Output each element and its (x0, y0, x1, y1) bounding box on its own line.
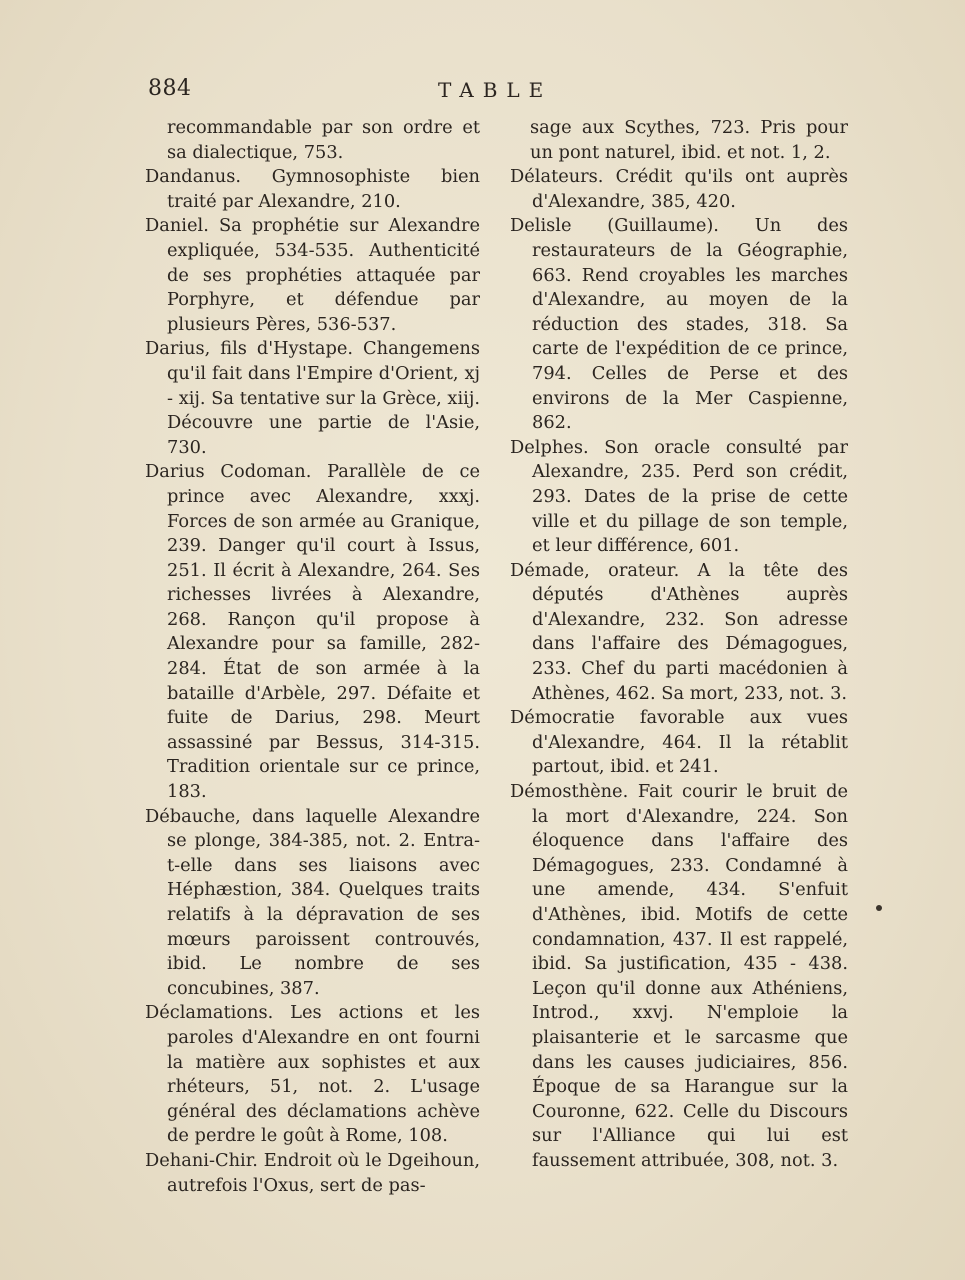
page-header (0, 76, 965, 110)
index-entry: Delisle (Guillaume). Un des restaurateurs de la Géographie, 663. Rend croyables les marches d'Alexandre, au moyen de la réduction des stades, 318. Sa carte de l'expédition de ce prince, 794. Celles de Perse et des environs de la Mer Caspienne, 862. (510, 215, 848, 434)
index-entry: Délateurs. Crédit qu'ils ont auprès d'Alexandre, 385, 420. (510, 166, 848, 212)
index-entry: Delphes. Son oracle consulté par Alexandre, 235. Perd son crédit, 293. Dates de la prise de cette ville et du pillage de son temple, et leur différence, 601. (510, 436, 848, 557)
index-entry: Daniel. Sa prophétie sur Alexandre expliquée, 534-535. Authenticité de ses prophéties attaquée par Porphyre, et défendue par plusieurs Pères, 536-537. (145, 215, 480, 335)
index-entry: Déclamations. Les actions et les paroles d'Alexandre en ont fourni la matière aux sophistes et aux rhéteurs, 51, not. 2. L'usage général des déclamations achève de perdre le goût à Rome, 108. (145, 1002, 480, 1147)
index-entry: Darius, fils d'Hystape. Changemens qu'il fait dans l'Empire d'Orient, xj - xij. Sa tentative sur la Grèce, xiij. Découvre une partie de l'Asie, 730. (145, 338, 480, 458)
index-entry: Démade, orateur. A la tête des députés d'Athènes auprès d'Alexandre, 232. Son adresse dans l'affaire des Démagogues, 233. Chef du parti macédonien à Athènes, 462. Sa mort, 233, not. 3. (510, 559, 848, 704)
left-column (145, 116, 480, 1198)
index-entry: Débauche, dans laquelle Alexandre se plonge, 384-385, not. 2. Entra-t-elle dans ses liaisons avec Héphæstion, 384. Quelques traits relatifs à la dépravation de ses mœurs paroissent controuvés, ibid. Le nombre de ses concubines, 387. (145, 805, 480, 999)
index-entry: Dandanus. Gymnosophiste bien traité par Alexandre, 210. (145, 166, 480, 212)
index-entry: Démocratie favorable aux vues d'Alexandre, 464. Il la rétablit partout, ibid. et 241. (510, 707, 848, 778)
index-entry: Dehani-Chir. Endroit où le Dgeihoun, autrefois l'Oxus, sert de pas- (145, 1149, 480, 1196)
index-entry: recommandable par son ordre et sa dialectique, 753. (167, 117, 480, 163)
page-number: 884 (148, 76, 192, 101)
index-entry: sage aux Scythes, 723. Pris pour un pont naturel, ibid. et not. 1, 2. (530, 117, 848, 163)
index-entry: Démosthène. Fait courir le bruit de la mort d'Alexandre, 224. Son éloquence dans l'affaire des Démagogues, 233. Condamné à une amende, 434. S'enfuit d'Athènes, ibid. Motifs de cette condamnation, 437. Il est rappelé, ibid. Sa justification, 435 - 438. Leçon qu'il donne aux Athéniens, Introd., xxvj. N'emploie la plaisanterie et le sarcasme que dans les causes judiciaires, 856. Époque de sa Harangue sur la Couronne, 622. Celle du Discours sur l'Alliance qui lui est faussement attribuée, 308, not. 3. (510, 781, 848, 1171)
ink-spot (876, 905, 882, 911)
right-column (510, 116, 848, 1174)
index-entry: Darius Codoman. Parallèle de ce prince avec Alexandre, xxxj. Forces de son armée au Granique, 239. Danger qu'il court à Issus, 251. Il écrit à Alexandre, 264. Ses richesses livrées à Alexandre, 268. Rançon qu'il propose à Alexandre pour sa famille, 282-284. État de son armée à la bataille d'Arbèle, 297. Défaite et fuite de Darius, 298. Meurt assassiné par Bessus, 314-315. Tradition orientale sur ce prince, 183. (145, 461, 480, 803)
running-title: TABLE (438, 78, 553, 102)
